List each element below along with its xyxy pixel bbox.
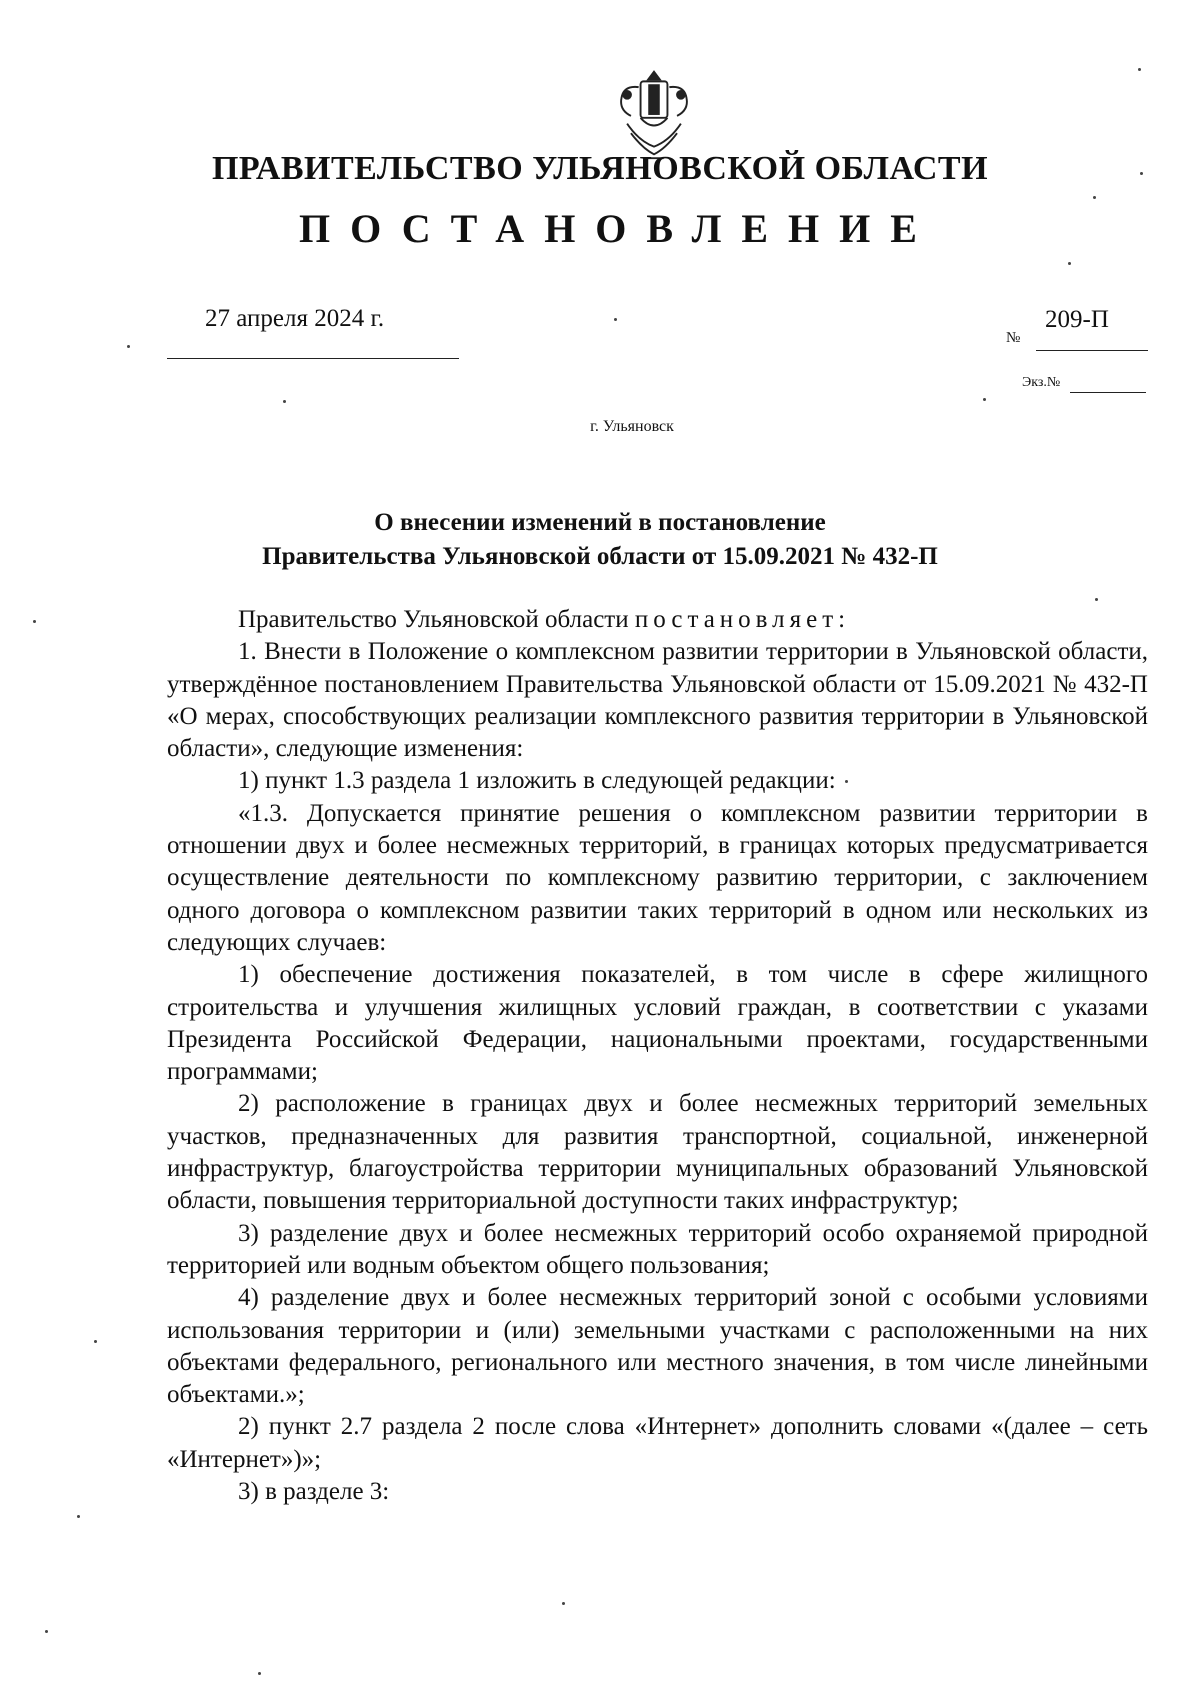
paragraph-9: 3) в разделе 3: — [238, 1478, 390, 1506]
document-body — [167, 604, 1148, 1508]
number-underline — [1036, 350, 1148, 351]
intro-spaced-verb: постановляет: — [634, 606, 851, 633]
scan-speck — [983, 398, 986, 401]
scan-speck — [1095, 598, 1098, 601]
paragraph-7: 4) разделение двух и более несмежных территорий зоной с особыми условиями использования территории и (или) земельными участками с расположенными на них объектами федерального, регионального или местного значения, в том числе линейными объектами.»; — [167, 1284, 1148, 1409]
scan-speck — [283, 400, 286, 403]
scan-speck — [1140, 172, 1143, 175]
heading-line-2: Правительства Ульяновской области от 15.09.2021 № 432-П — [262, 543, 938, 570]
scan-speck — [127, 345, 130, 348]
date-underline — [167, 358, 459, 359]
paragraph-3: «1.3. Допускается принятие решения о комплексном развитии территории в отношении двух и более несмежных территорий, в границах которых предусматривается осуществление деятельности по комплексному развитию территории, с заключением одного договора о комплексном развитии таких территорий в одном или нескольких из следующих случаев: — [167, 799, 1148, 956]
city: г. Ульяновск — [590, 418, 674, 435]
heading-line-1: О внесении изменений в постановление — [374, 509, 826, 536]
paragraph-4: 1) обеспечение достижения показателей, в том числе в сфере жилищного строительства и улучшения жилищных условий граждан, в соответствии с указами Президента Российской Федерации, национальными проектами, государственными программами; — [167, 961, 1148, 1086]
scan-speck — [77, 1515, 80, 1518]
document-type-title: ПОСТАНОВЛЕНИЕ — [299, 206, 937, 251]
scan-speck — [1138, 68, 1141, 71]
coat-of-arms-icon — [606, 66, 702, 162]
scan-speck — [258, 1672, 261, 1675]
scan-speck — [94, 1340, 97, 1343]
document-date: 27 апреля 2024 г. — [205, 305, 385, 332]
scan-speck — [845, 780, 848, 783]
document-heading — [0, 506, 1200, 574]
scan-speck — [45, 1630, 48, 1633]
document-number: 209-П — [1045, 306, 1109, 333]
paragraph-6: 3) разделение двух и более несмежных территорий особо охраняемой природной территорией или водным объектом общего пользования; — [167, 1219, 1148, 1279]
scan-speck — [1093, 196, 1096, 199]
paragraph-1: 1. Внести в Положение о комплексном развитии территории в Ульяновской области, утверждённое постановлением Правительства Ульяновской области от 15.09.2021 № 432-П «О мерах, способствующих реализации комплексного развития территории в Ульяновской области», следующие изменения: — [167, 638, 1148, 763]
scan-speck — [562, 1602, 565, 1605]
paragraph-8: 2) пункт 2.7 раздела 2 после слова «Интернет» дополнить словами «(далее – сеть «Интернет»)»; — [167, 1413, 1148, 1473]
scan-speck — [33, 620, 36, 623]
paragraph-5: 2) расположение в границах двух и более несмежных территорий земельных участков, предназначенных для развития транспортной, социальной, инженерной инфраструктур, благоустройства территории муниципальных образований Ульяновской области, повышения территориальной доступности таких инфраструктур; — [167, 1090, 1148, 1215]
government-title: ПРАВИТЕЛЬСТВО УЛЬЯНОВСКОЙ ОБЛАСТИ — [211, 150, 989, 187]
intro-prefix: Правительство Ульяновской области — [238, 606, 635, 633]
intro-paragraph — [167, 604, 1148, 636]
number-label: № — [1006, 330, 1021, 346]
scan-speck — [1068, 262, 1071, 265]
copy-number-underline — [1070, 392, 1146, 393]
paragraph-2: 1) пункт 1.3 раздела 1 изложить в следующей редакции: — [238, 767, 836, 795]
scan-speck — [614, 318, 617, 321]
copy-number-label: Экз.№ — [1022, 375, 1061, 390]
